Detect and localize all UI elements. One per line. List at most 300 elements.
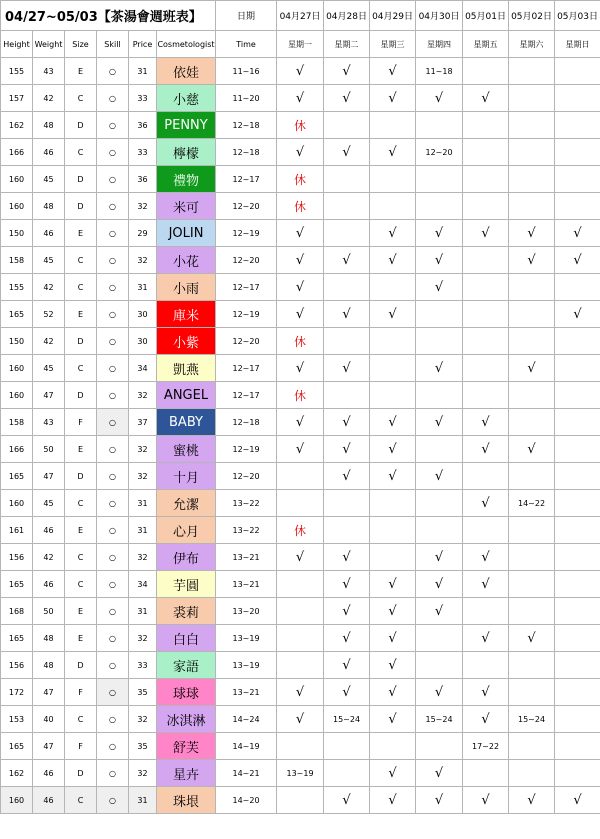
- weight-cell: 47: [33, 463, 65, 490]
- price-cell: 33: [129, 652, 157, 679]
- skill-cell: ○: [97, 517, 129, 544]
- check-mark-cell: √: [416, 679, 463, 706]
- empty-day-cell: [463, 301, 509, 328]
- check-mark-cell: √: [277, 436, 324, 463]
- height-cell: 166: [1, 139, 33, 166]
- weight-cell: 42: [33, 328, 65, 355]
- empty-day-cell: [416, 166, 463, 193]
- weight-cell: 48: [33, 652, 65, 679]
- check-mark-cell: √: [324, 436, 370, 463]
- check-mark-cell: √: [370, 139, 416, 166]
- skill-cell: ○: [97, 247, 129, 274]
- empty-day-cell: [324, 517, 370, 544]
- price-cell: 33: [129, 139, 157, 166]
- weight-cell: 45: [33, 166, 65, 193]
- size-cell: D: [65, 112, 97, 139]
- check-mark-cell: √: [324, 247, 370, 274]
- empty-day-cell: [555, 409, 600, 436]
- empty-day-cell: [509, 193, 555, 220]
- cosmetologist-name: 心月: [157, 517, 216, 544]
- check-mark-cell: √: [370, 571, 416, 598]
- check-mark-cell: √: [416, 409, 463, 436]
- time-cell: 12~17: [216, 166, 277, 193]
- weight-cell: 46: [33, 571, 65, 598]
- weight-cell: 46: [33, 220, 65, 247]
- check-mark-cell: √: [463, 544, 509, 571]
- height-cell: 155: [1, 274, 33, 301]
- check-mark-cell: √: [416, 463, 463, 490]
- table-row: [1, 328, 600, 355]
- empty-day-cell: [509, 166, 555, 193]
- empty-day-cell: [324, 274, 370, 301]
- skill-cell: ○: [97, 652, 129, 679]
- price-cell: 31: [129, 274, 157, 301]
- table-row: [1, 733, 600, 760]
- height-cell: 168: [1, 598, 33, 625]
- cosmetologist-name: 依娃: [157, 58, 216, 85]
- price-cell: 35: [129, 679, 157, 706]
- check-mark-cell: √: [463, 490, 509, 517]
- time-cell: 12~17: [216, 274, 277, 301]
- check-mark-cell: √: [277, 58, 324, 85]
- empty-day-cell: [555, 112, 600, 139]
- empty-day-cell: [416, 652, 463, 679]
- table-row: [1, 760, 600, 787]
- cosmetologist-name: 禮物: [157, 166, 216, 193]
- time-cell: 12~18: [216, 409, 277, 436]
- height-cell: 165: [1, 301, 33, 328]
- price-cell: 34: [129, 355, 157, 382]
- size-cell: C: [65, 706, 97, 733]
- time-cell: 13~21: [216, 571, 277, 598]
- size-cell: C: [65, 85, 97, 112]
- table-row: [1, 436, 600, 463]
- empty-day-cell: [277, 571, 324, 598]
- skill-cell: ○: [97, 58, 129, 85]
- skill-cell: ○: [97, 787, 129, 814]
- size-cell: C: [65, 274, 97, 301]
- empty-day-cell: [509, 409, 555, 436]
- empty-day-cell: [277, 733, 324, 760]
- weight-cell: 42: [33, 274, 65, 301]
- empty-day-cell: [555, 490, 600, 517]
- size-cell: C: [65, 247, 97, 274]
- page-title: 04/27~05/03【茶湯會週班表】: [1, 1, 216, 31]
- size-cell: E: [65, 598, 97, 625]
- empty-day-cell: [277, 652, 324, 679]
- empty-day-cell: [416, 328, 463, 355]
- empty-day-cell: [509, 598, 555, 625]
- height-cell: 160: [1, 490, 33, 517]
- check-mark-cell: √: [277, 220, 324, 247]
- header-row-dates: [1, 1, 600, 31]
- column-header-price: Price: [129, 31, 157, 58]
- size-cell: D: [65, 328, 97, 355]
- price-cell: 32: [129, 706, 157, 733]
- empty-day-cell: [370, 733, 416, 760]
- size-cell: D: [65, 166, 97, 193]
- cosmetologist-name: 米可: [157, 193, 216, 220]
- time-cell: 13~20: [216, 598, 277, 625]
- time-cell: 12~18: [216, 139, 277, 166]
- check-mark-cell: √: [277, 679, 324, 706]
- cosmetologist-name: 芋圓: [157, 571, 216, 598]
- check-mark-cell: √: [277, 139, 324, 166]
- check-mark-cell: √: [555, 220, 600, 247]
- cosmetologist-name: 蜜桃: [157, 436, 216, 463]
- size-cell: C: [65, 787, 97, 814]
- height-cell: 158: [1, 247, 33, 274]
- empty-day-cell: [370, 166, 416, 193]
- time-cell: 13~21: [216, 679, 277, 706]
- custom-hours-cell: 13~19: [277, 760, 324, 787]
- size-cell: F: [65, 409, 97, 436]
- check-mark-cell: √: [277, 85, 324, 112]
- check-mark-cell: √: [555, 787, 600, 814]
- time-cell: 12~20: [216, 463, 277, 490]
- check-mark-cell: √: [509, 355, 555, 382]
- check-mark-cell: √: [463, 436, 509, 463]
- empty-day-cell: [555, 139, 600, 166]
- check-mark-cell: √: [370, 220, 416, 247]
- weight-cell: 47: [33, 679, 65, 706]
- day-off-cell: 休: [277, 328, 324, 355]
- size-cell: D: [65, 382, 97, 409]
- empty-day-cell: [277, 463, 324, 490]
- price-cell: 29: [129, 220, 157, 247]
- height-cell: 160: [1, 382, 33, 409]
- empty-day-cell: [324, 112, 370, 139]
- empty-day-cell: [555, 571, 600, 598]
- empty-day-cell: [509, 274, 555, 301]
- custom-hours-cell: 15~24: [509, 706, 555, 733]
- skill-cell: ○: [97, 139, 129, 166]
- price-cell: 32: [129, 463, 157, 490]
- weekday-header: 星期四: [416, 31, 463, 58]
- size-cell: F: [65, 733, 97, 760]
- empty-day-cell: [370, 274, 416, 301]
- skill-cell: ○: [97, 409, 129, 436]
- empty-day-cell: [463, 166, 509, 193]
- empty-day-cell: [324, 193, 370, 220]
- empty-day-cell: [509, 544, 555, 571]
- check-mark-cell: √: [555, 301, 600, 328]
- time-cell: 13~19: [216, 652, 277, 679]
- table-row: [1, 193, 600, 220]
- empty-day-cell: [370, 490, 416, 517]
- header-row-columns: [1, 31, 600, 58]
- empty-day-cell: [416, 193, 463, 220]
- empty-day-cell: [324, 733, 370, 760]
- size-cell: C: [65, 544, 97, 571]
- skill-cell: ○: [97, 490, 129, 517]
- weekday-header: 星期三: [370, 31, 416, 58]
- check-mark-cell: √: [463, 220, 509, 247]
- empty-day-cell: [555, 166, 600, 193]
- date-header: 05月01日: [463, 1, 509, 31]
- check-mark-cell: √: [416, 571, 463, 598]
- cosmetologist-name: 十月: [157, 463, 216, 490]
- time-cell: 11~16: [216, 58, 277, 85]
- cosmetologist-name: 星卉: [157, 760, 216, 787]
- empty-day-cell: [463, 760, 509, 787]
- cosmetologist-name: 伊布: [157, 544, 216, 571]
- weekday-header: 星期五: [463, 31, 509, 58]
- check-mark-cell: √: [277, 274, 324, 301]
- cosmetologist-name: 小紫: [157, 328, 216, 355]
- check-mark-cell: √: [416, 355, 463, 382]
- empty-day-cell: [370, 112, 416, 139]
- check-mark-cell: √: [416, 760, 463, 787]
- price-cell: 32: [129, 193, 157, 220]
- empty-day-cell: [509, 139, 555, 166]
- table-row: [1, 355, 600, 382]
- check-mark-cell: √: [416, 85, 463, 112]
- weight-cell: 48: [33, 193, 65, 220]
- check-mark-cell: √: [277, 301, 324, 328]
- column-header-cosmetologist: Cosmetologist: [157, 31, 216, 58]
- skill-cell: ○: [97, 355, 129, 382]
- skill-cell: ○: [97, 85, 129, 112]
- height-cell: 157: [1, 85, 33, 112]
- weight-cell: 48: [33, 625, 65, 652]
- empty-day-cell: [509, 760, 555, 787]
- cosmetologist-name: 珠垠: [157, 787, 216, 814]
- size-cell: D: [65, 760, 97, 787]
- date-header: 04月29日: [370, 1, 416, 31]
- custom-hours-cell: 12~20: [416, 139, 463, 166]
- empty-day-cell: [324, 760, 370, 787]
- check-mark-cell: √: [463, 679, 509, 706]
- price-cell: 34: [129, 571, 157, 598]
- check-mark-cell: √: [370, 652, 416, 679]
- empty-day-cell: [555, 706, 600, 733]
- column-header-skill: Skill: [97, 31, 129, 58]
- height-cell: 172: [1, 679, 33, 706]
- table-row: [1, 598, 600, 625]
- empty-day-cell: [509, 85, 555, 112]
- check-mark-cell: √: [324, 625, 370, 652]
- weight-cell: 42: [33, 85, 65, 112]
- empty-day-cell: [509, 571, 555, 598]
- check-mark-cell: √: [370, 787, 416, 814]
- size-cell: C: [65, 355, 97, 382]
- skill-cell: ○: [97, 193, 129, 220]
- empty-day-cell: [416, 517, 463, 544]
- empty-day-cell: [370, 382, 416, 409]
- day-off-cell: 休: [277, 112, 324, 139]
- height-cell: 165: [1, 571, 33, 598]
- empty-day-cell: [555, 355, 600, 382]
- empty-day-cell: [509, 382, 555, 409]
- time-cell: 14~19: [216, 733, 277, 760]
- empty-day-cell: [509, 301, 555, 328]
- empty-day-cell: [370, 328, 416, 355]
- price-cell: 32: [129, 382, 157, 409]
- table-row: [1, 463, 600, 490]
- check-mark-cell: √: [416, 787, 463, 814]
- price-cell: 31: [129, 598, 157, 625]
- weekday-header: 星期日: [555, 31, 600, 58]
- table-row: [1, 679, 600, 706]
- weight-cell: 47: [33, 382, 65, 409]
- height-cell: 150: [1, 328, 33, 355]
- height-cell: 155: [1, 58, 33, 85]
- empty-day-cell: [370, 517, 416, 544]
- weight-cell: 45: [33, 490, 65, 517]
- empty-day-cell: [555, 85, 600, 112]
- skill-cell: ○: [97, 679, 129, 706]
- weight-cell: 46: [33, 760, 65, 787]
- table-row: [1, 112, 600, 139]
- size-cell: E: [65, 436, 97, 463]
- check-mark-cell: √: [324, 652, 370, 679]
- skill-cell: ○: [97, 112, 129, 139]
- check-mark-cell: √: [324, 139, 370, 166]
- cosmetologist-name: 檸檬: [157, 139, 216, 166]
- height-cell: 162: [1, 760, 33, 787]
- skill-cell: ○: [97, 436, 129, 463]
- empty-day-cell: [370, 355, 416, 382]
- height-cell: 165: [1, 625, 33, 652]
- height-cell: 156: [1, 544, 33, 571]
- cosmetologist-name: 家語: [157, 652, 216, 679]
- height-cell: 156: [1, 652, 33, 679]
- table-row: [1, 247, 600, 274]
- size-cell: C: [65, 490, 97, 517]
- table-row: [1, 571, 600, 598]
- empty-day-cell: [555, 436, 600, 463]
- custom-hours-cell: 14~22: [509, 490, 555, 517]
- check-mark-cell: √: [509, 247, 555, 274]
- cosmetologist-name: 庫米: [157, 301, 216, 328]
- size-cell: E: [65, 301, 97, 328]
- price-cell: 35: [129, 733, 157, 760]
- custom-hours-cell: 15~24: [416, 706, 463, 733]
- check-mark-cell: √: [463, 571, 509, 598]
- check-mark-cell: √: [370, 679, 416, 706]
- height-cell: 161: [1, 517, 33, 544]
- table-row: [1, 409, 600, 436]
- day-off-cell: 休: [277, 166, 324, 193]
- height-cell: 150: [1, 220, 33, 247]
- skill-cell: ○: [97, 301, 129, 328]
- height-cell: 160: [1, 355, 33, 382]
- cosmetologist-name: 裘莉: [157, 598, 216, 625]
- day-off-cell: 休: [277, 193, 324, 220]
- check-mark-cell: √: [416, 247, 463, 274]
- empty-day-cell: [416, 301, 463, 328]
- column-header-weight: Weight: [33, 31, 65, 58]
- day-off-cell: 休: [277, 382, 324, 409]
- empty-day-cell: [416, 733, 463, 760]
- cosmetologist-name: 冰淇淋: [157, 706, 216, 733]
- check-mark-cell: √: [370, 58, 416, 85]
- height-cell: 160: [1, 166, 33, 193]
- empty-day-cell: [555, 598, 600, 625]
- empty-day-cell: [555, 58, 600, 85]
- check-mark-cell: √: [370, 598, 416, 625]
- table-row: [1, 382, 600, 409]
- empty-day-cell: [463, 193, 509, 220]
- height-cell: 160: [1, 787, 33, 814]
- cosmetologist-name: 球球: [157, 679, 216, 706]
- table-row: [1, 220, 600, 247]
- table-row: [1, 85, 600, 112]
- weight-cell: 43: [33, 409, 65, 436]
- size-cell: E: [65, 625, 97, 652]
- check-mark-cell: √: [555, 247, 600, 274]
- check-mark-cell: √: [416, 220, 463, 247]
- cosmetologist-name: 舒芙: [157, 733, 216, 760]
- size-cell: C: [65, 139, 97, 166]
- empty-day-cell: [463, 652, 509, 679]
- empty-day-cell: [555, 463, 600, 490]
- date-header: 04月28日: [324, 1, 370, 31]
- empty-day-cell: [324, 166, 370, 193]
- empty-day-cell: [277, 625, 324, 652]
- custom-hours-cell: 15~24: [324, 706, 370, 733]
- empty-day-cell: [416, 490, 463, 517]
- check-mark-cell: √: [416, 544, 463, 571]
- skill-cell: ○: [97, 760, 129, 787]
- weight-cell: 50: [33, 598, 65, 625]
- cosmetologist-name: JOLIN: [157, 220, 216, 247]
- empty-day-cell: [463, 598, 509, 625]
- empty-day-cell: [555, 517, 600, 544]
- weight-cell: 40: [33, 706, 65, 733]
- check-mark-cell: √: [463, 625, 509, 652]
- check-mark-cell: √: [277, 544, 324, 571]
- weight-cell: 47: [33, 733, 65, 760]
- check-mark-cell: √: [324, 571, 370, 598]
- price-cell: 31: [129, 787, 157, 814]
- cosmetologist-name: 白白: [157, 625, 216, 652]
- size-cell: E: [65, 220, 97, 247]
- price-cell: 31: [129, 58, 157, 85]
- empty-day-cell: [277, 787, 324, 814]
- table-row: [1, 301, 600, 328]
- empty-day-cell: [463, 355, 509, 382]
- table-row: [1, 787, 600, 814]
- empty-day-cell: [463, 517, 509, 544]
- cosmetologist-name: ANGEL: [157, 382, 216, 409]
- empty-day-cell: [416, 625, 463, 652]
- height-cell: 166: [1, 436, 33, 463]
- date-header: 04月30日: [416, 1, 463, 31]
- empty-day-cell: [555, 760, 600, 787]
- empty-day-cell: [555, 274, 600, 301]
- empty-day-cell: [463, 382, 509, 409]
- table-row: [1, 166, 600, 193]
- skill-cell: ○: [97, 625, 129, 652]
- skill-cell: ○: [97, 733, 129, 760]
- check-mark-cell: √: [324, 355, 370, 382]
- price-cell: 36: [129, 166, 157, 193]
- size-cell: E: [65, 517, 97, 544]
- height-cell: 165: [1, 733, 33, 760]
- check-mark-cell: √: [416, 274, 463, 301]
- empty-day-cell: [509, 652, 555, 679]
- time-cell: 12~20: [216, 193, 277, 220]
- weight-cell: 52: [33, 301, 65, 328]
- table-row: [1, 625, 600, 652]
- check-mark-cell: √: [370, 760, 416, 787]
- empty-day-cell: [509, 517, 555, 544]
- check-mark-cell: √: [509, 787, 555, 814]
- check-mark-cell: √: [463, 787, 509, 814]
- date-header: 05月02日: [509, 1, 555, 31]
